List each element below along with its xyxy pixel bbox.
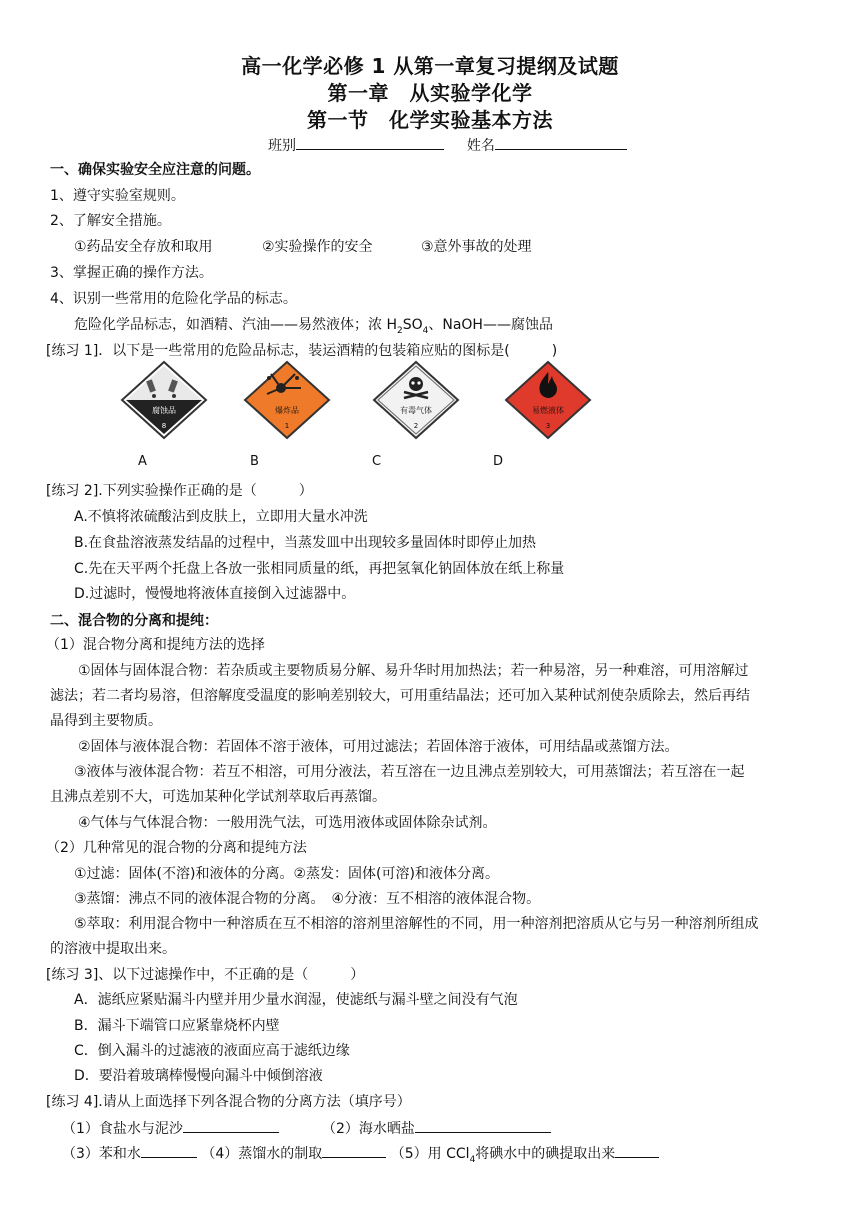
ex2-option-a: A.不慎将浓硫酸沾到皮肤上，立即用大量水冲洗 [74,509,368,525]
s2-sub2: （2）几种常见的混合物的分离和提纯方法 [46,840,307,856]
corrosive-sign [118,360,210,440]
hazard-signs [108,360,608,450]
s2-m2: ②固体与液体混合物：若固体不溶于液体，可用过滤法；若固体溶于液体，可用结晶或蒸馏方法。 [78,739,679,755]
ex3-option-d: D．要沿着玻璃棒慢慢向漏斗中倾倒溶液 [74,1068,323,1084]
option-b-letter: B [250,454,259,469]
ex3-question: [练习 3]、以下过滤操作中，不正确的是（ ） [46,967,365,983]
s2-n3a: ⑤萃取：利用混合物中一种溶质在互不相溶的溶剂里溶解性的不同，用一种溶剂把溶质从它与另一种溶剂所组成 [74,916,759,932]
toxic-gas-sign [370,360,462,440]
s1-p2b: ②实验操作的安全 [262,239,373,255]
sign-c-label: 有毒气体 [400,406,432,415]
sign-b-num: 1 [284,422,290,430]
sign-c-num: 2 [413,422,419,430]
item-4-label: （4）蒸馏水的制取 [201,1146,323,1162]
option-c-letter: C [372,454,382,469]
ex4-item-1 [62,1118,279,1138]
ex4-items-3-5 [62,1143,659,1169]
flammable-liquid-sign [502,360,594,440]
item-1-label: （1）食盐水与泥沙 [62,1121,183,1137]
s2-m3a: ③液体与液体混合物：若互不相溶，可用分液法，若互溶在一边且沸点差别较大，可用蒸馏法；若互溶在一起 [74,764,745,780]
chapter-title: 第一章 从实验学化学 [327,81,533,105]
sign-d-label: 易燃液体 [532,406,564,415]
item-4-blank[interactable] [322,1143,386,1158]
s2-sub1: （1）混合物分离和提纯方法的选择 [46,637,265,653]
class-label: 班别 [268,138,296,154]
s2-m4: ④气体与气体混合物：一般用洗气法，可选用液体或固体除杂试剂。 [78,815,497,831]
explosive-sign [241,360,333,440]
ex3-option-b: B．漏斗下端管口应紧靠烧杯内壁 [74,1018,280,1034]
s1-p4: 4、识别一些常用的危险化学品的标志。 [50,291,297,307]
item-5-sub: 4 [469,1154,476,1165]
ex2-option-c: C.先在天平两个托盘上各放一张相同质量的纸，再把氢氧化钠固体放在纸上称量 [74,561,565,577]
s1-p2a: ①药品安全存放和取用 [74,239,213,255]
p4a-post: 、NaOH——腐蚀品 [428,317,553,333]
name-label: 姓名 [466,138,495,154]
class-name-row [268,135,627,155]
s1-p2: 2、了解安全措施。 [50,213,171,229]
sign-d-num: 3 [545,422,551,430]
ex2-question: [练习 2].下列实验操作正确的是（ ） [46,483,313,499]
item-5-blank[interactable] [615,1143,659,1158]
s2-n1: ①过滤：固体(不溶)和液体的分离。②蒸发：固体(可溶)和液体分离。 [74,866,499,882]
option-d-letter: D [493,454,504,469]
p4a-sub1: 2 [396,325,403,336]
item-3-blank[interactable] [141,1143,197,1158]
s2-m1c: 晶得到主要物质。 [50,713,162,729]
s1-heading: 一、确保实验安全应注意的问题。 [50,162,260,178]
sign-a-num: 8 [161,422,167,430]
item-2-label: （2）海水晒盐 [322,1121,415,1137]
ex3-option-a: A．滤纸应紧贴漏斗内壁并用少量水润湿，使滤纸与漏斗壁之间没有气泡 [74,992,518,1008]
ex3-option-c: C．倒入漏斗的过滤液的液面应高于滤纸边缘 [74,1043,350,1059]
ex4-question: [练习 4].请从上面选择下列各混合物的分离方法（填序号） [46,1094,411,1110]
doc-title: 高一化学必修 1 从第一章复习提纲及试题 [241,54,619,78]
s2-n2: ③蒸馏：沸点不同的液体混合物的分离。 ④分液：互不相溶的液体混合物。 [74,891,541,907]
p4a-sub2: 4 [422,325,429,336]
section-title: 第一节 化学实验基本方法 [307,108,553,132]
ex2-option-b: B.在食盐溶液蒸发结晶的过程中，当蒸发皿中出现较多量固体时即停止加热 [74,535,537,551]
s2-heading: 二、混合物的分离和提纯： [50,613,218,629]
item-5-pre: （5）用 CCl [390,1146,470,1162]
item-5-post: 将碘水中的碘提取出来 [475,1146,616,1162]
s1-p1: 1、遵守实验室规则。 [50,188,185,204]
p4a-pre: 危险化学品标志，如酒精、汽油——易然液体；浓 H [74,317,397,333]
class-blank[interactable] [296,135,444,150]
s2-m1a: ①固体与固体混合物：若杂质或主要物质易分解、易升华时用加热法；若一种易溶，另一种难溶，可用溶解过 [78,663,749,679]
ex1-question: [练习 1]．以下是一些常用的危险品标志，装运酒精的包装箱应贴的图标是( ) [46,343,558,359]
ex2-option-d: D.过滤时，慢慢地将液体直接倒入过滤器中。 [74,586,356,602]
s2-m1b: 滤法；若二者均易溶，但溶解度受温度的影响差别较大，可用重结晶法；还可加入某种试剂使杂质除去，然后再结 [50,688,750,704]
sign-b-label: 爆炸品 [275,406,299,415]
s1-p2c: ③意外事故的处理 [421,239,532,255]
s2-m3b: 且沸点差别不大，可选加某种化学试剂萃取后再蒸馏。 [50,789,386,805]
item-1-blank[interactable] [183,1118,279,1133]
p4a-mid: SO [402,317,423,333]
item-2-blank[interactable] [415,1118,551,1133]
option-a-letter: A [138,454,147,469]
s2-n3b: 的溶液中提取出来。 [50,941,176,957]
s1-p4a [74,316,553,340]
item-3-label: （3）苯和水 [62,1146,141,1162]
ex4-item-2 [322,1118,551,1138]
name-blank[interactable] [495,135,627,150]
s1-p3: 3、掌握正确的操作方法。 [50,265,213,281]
sign-a-label: 腐蚀品 [152,406,176,415]
